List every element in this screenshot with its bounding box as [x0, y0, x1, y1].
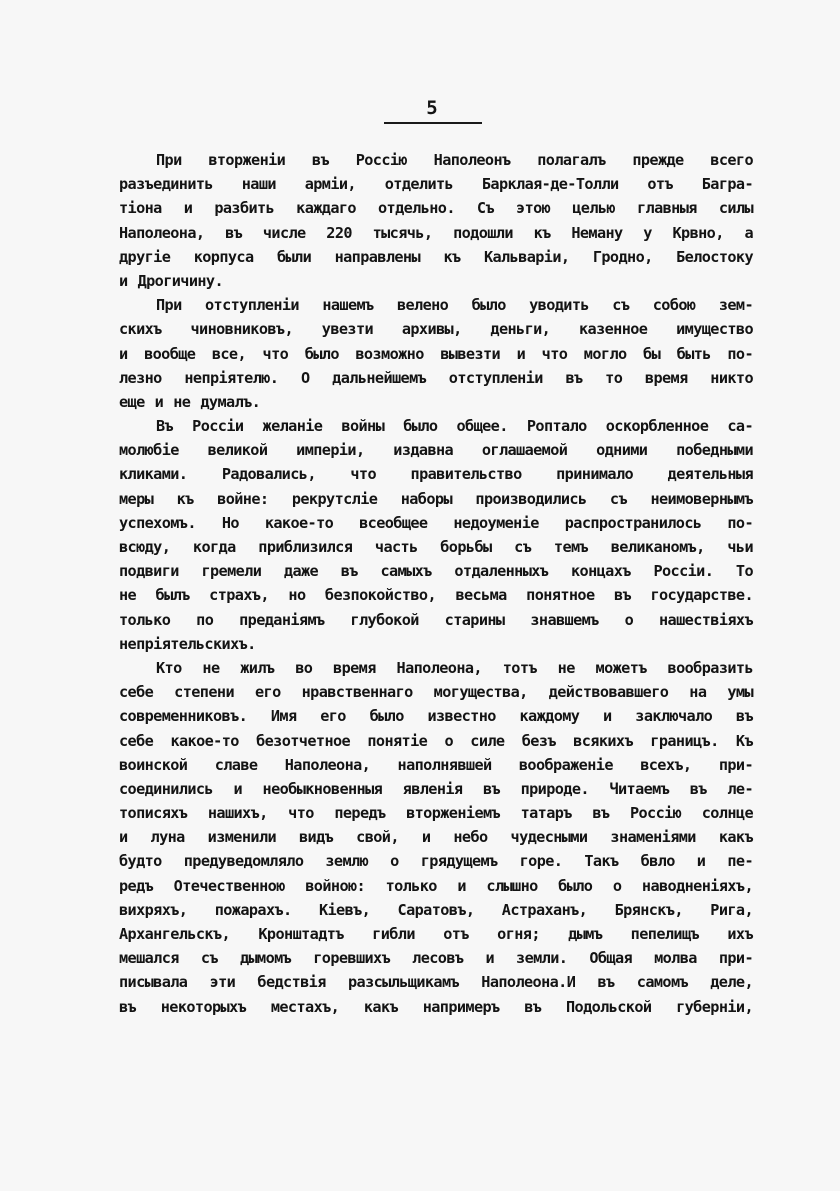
text-line: другіе корпуса были направлены къ Кальваріи, Гродно, Белостоку: [119, 247, 753, 266]
text-line: молюбіе великой имперіи, издавна оглашаемой одними победными: [119, 441, 753, 460]
paragraph: [119, 656, 753, 1019]
text-line: редъ Отечественною войною: только и слышно было о наводненіяхъ,: [119, 876, 753, 895]
text-line: подвиги гремели даже въ самыхъ отдаленныхъ концахъ Россіи. То: [119, 562, 753, 581]
text-line: только по преданіямъ глубокой старины знавшемъ о нашествіяхъ: [119, 610, 753, 629]
page-number: 5: [426, 97, 438, 119]
text-line: себе какое-то безотчетное понятіе о силе безъ всякихъ границъ. Къ: [119, 731, 753, 750]
text-line: тописяхъ нашихъ, что передъ вторженіемъ татаръ въ Россію солнце: [119, 804, 753, 823]
body-text: [119, 148, 753, 1019]
text-line: кликами. Радовались, что правительство принимало деятельныя: [119, 465, 753, 484]
text-line: успехомъ. Но какое-то всеобщее недоуменіе распространилось по-: [119, 513, 753, 532]
text-line: въ некоторыхъ местахъ, какъ напримеръ въ Подольской губерніи,: [119, 997, 753, 1016]
text-line: лезно непріятелю. О дальнейшемъ отступленіи въ то время никто: [119, 368, 753, 387]
text-line: скихъ чиновниковъ, увезти архивы, деньги, казенное имущество: [119, 320, 753, 339]
text-line: еще и не думалъ.: [119, 392, 261, 411]
paragraph: [119, 293, 753, 414]
text-line: При вторженіи въ Россію Наполеонъ полагалъ прежде всего: [156, 151, 753, 169]
text-line: Архангельскъ, Кронштадтъ гибли отъ огня; дымъ пепелищъ ихъ: [119, 925, 753, 943]
text-line: не былъ страхъ, но безпокойство, весьма понятное въ государстве.: [119, 586, 753, 605]
text-line: Въ Россіи желаніе войны было общее. Роптало оскорбленное са-: [156, 417, 753, 436]
text-line: и вообще все, что было возможно вывезти и что могло бы быть по-: [119, 344, 753, 363]
text-line: При отступленіи нашемъ велено было уводить съ собою зем-: [156, 296, 753, 315]
text-line: вихряхъ, пожарахъ. Кіевъ, Саратовъ, Астраханъ, Брянскъ, Рига,: [119, 900, 753, 919]
text-line: писывала эти бедствія разсыльщикамъ Наполеона.И въ самомъ деле,: [119, 973, 753, 992]
text-line: Наполеона, въ числе 220 тысячь, подошли къ Неману у Крвно, а: [119, 223, 753, 242]
text-line: соединились и необыкновенныя явленія въ природе. Читаемъ въ ле-: [119, 779, 753, 798]
text-line: Кто не жилъ во время Наполеона, тотъ не можетъ вообразить: [156, 658, 753, 677]
text-line: себе степени его нравственнаго могущества, действовавшего на умы: [119, 683, 753, 702]
text-line: тіона и разбить каждаго отдельно. Съ этою целью главныя силы: [119, 199, 753, 218]
text-line: меры къ войне: рекрутсліе наборы производились съ неимовернымъ: [119, 489, 753, 508]
text-line: будто предуведомляло землю о грядущемъ горе. Такъ бвло и пе-: [119, 852, 753, 871]
text-line: современниковъ. Имя его было известно каждому и заключало въ: [119, 707, 753, 726]
text-line: непріятельскихъ.: [119, 634, 256, 653]
text-line: воинской славе Наполеона, наполнявшей воображеніе всехъ, при-: [119, 755, 753, 774]
text-line: и луна изменили видъ свой, и небо чудесными знаменіями какъ: [119, 828, 753, 847]
text-line: и Дрогичину.: [119, 271, 224, 290]
text-line: всюду, когда приблизился часть борьбы съ темъ великаномъ, чьи: [119, 538, 753, 556]
paragraph: [119, 414, 753, 656]
text-line: разъединить наши арміи, отделить Барклая-де-Толли отъ Багра-: [119, 175, 753, 194]
paragraph: [119, 148, 753, 293]
text-line: мешался съ дымомъ горевшихъ лесовъ и земли. Общая молва при-: [119, 949, 753, 968]
page-number-rule: [384, 122, 482, 124]
